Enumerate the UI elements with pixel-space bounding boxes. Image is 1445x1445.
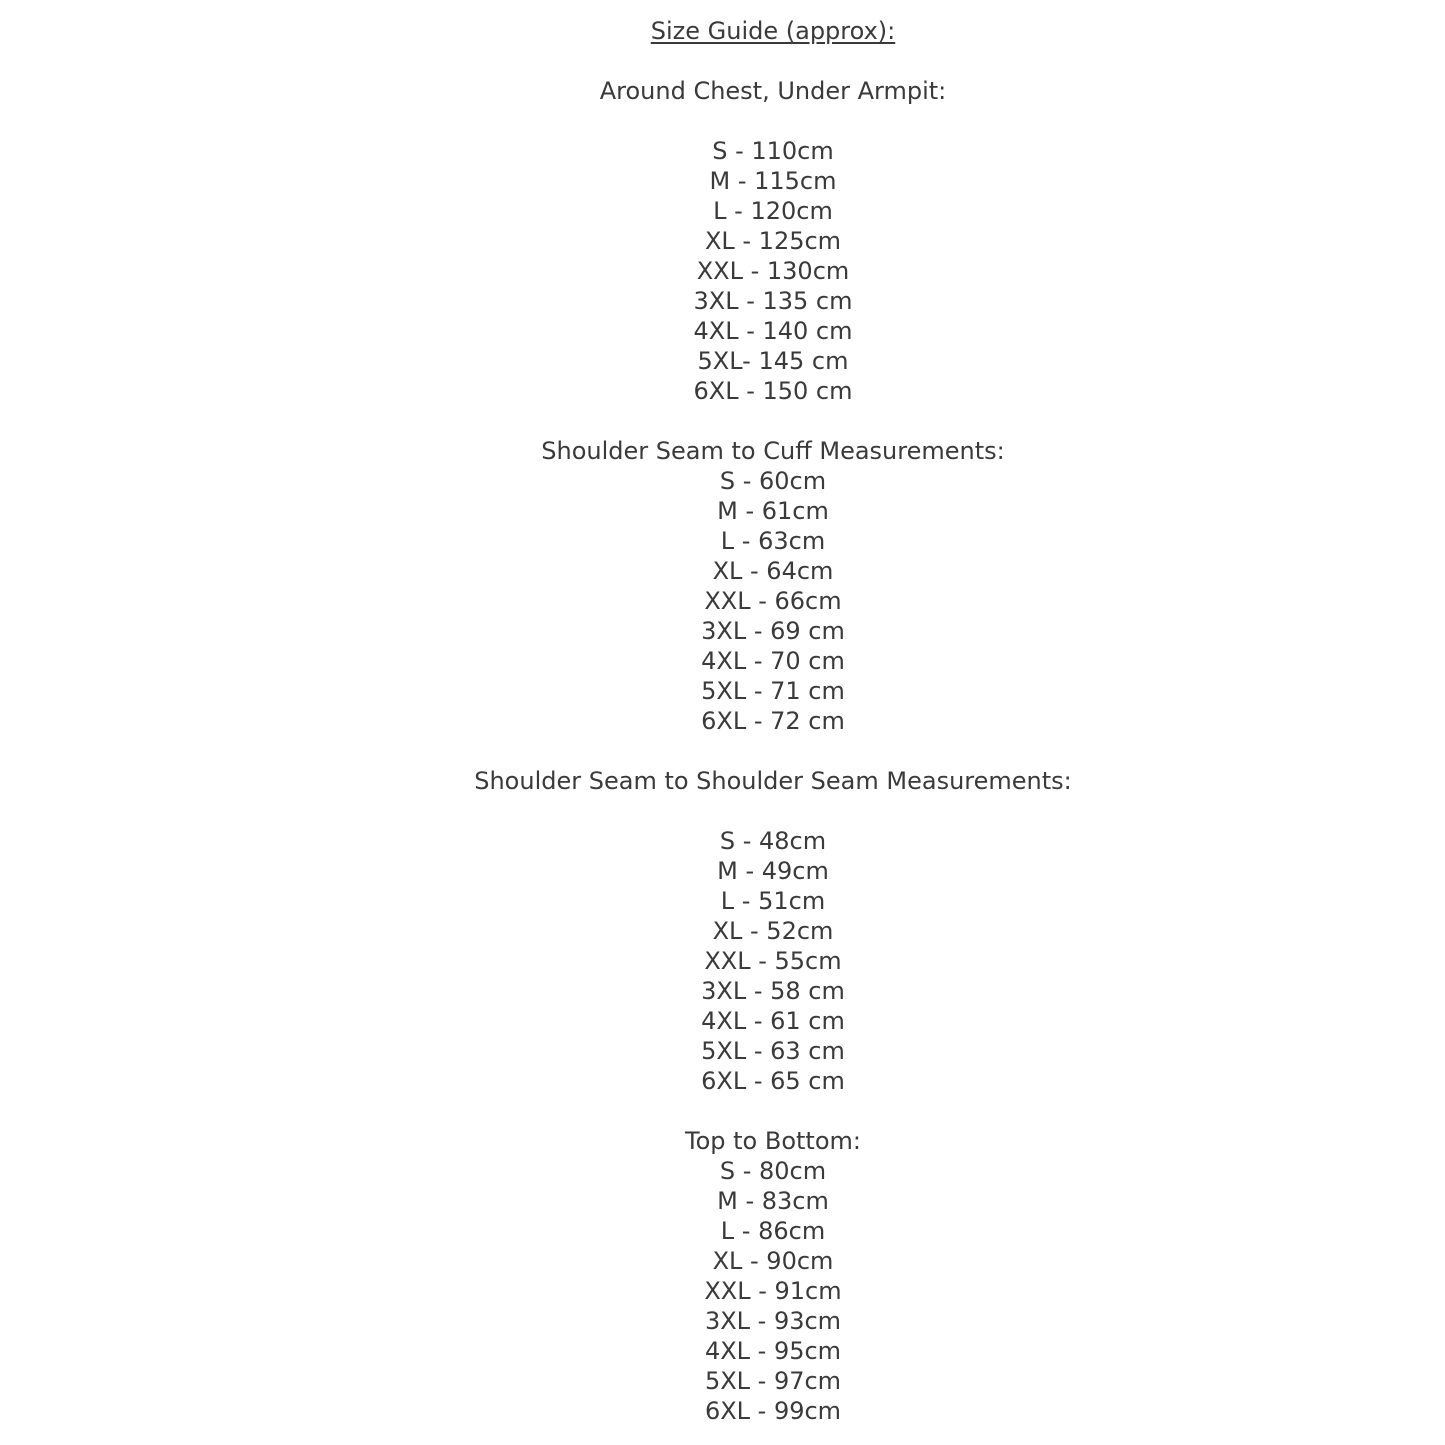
- spacer-line: [101, 736, 1445, 766]
- size-row: 5XL- 145 cm: [697, 347, 849, 375]
- size-row: M - 61cm: [717, 497, 829, 525]
- size-row: M - 49cm: [717, 857, 829, 885]
- size-row: L - 120cm: [713, 197, 833, 225]
- section-heading: Top to Bottom:: [685, 1127, 861, 1155]
- spacer-line: [101, 46, 1445, 76]
- size-row: 6XL - 72 cm: [701, 707, 845, 735]
- size-row: 4XL - 140 cm: [693, 317, 853, 345]
- size-row: XXL - 66cm: [704, 587, 842, 615]
- size-row: XL - 64cm: [712, 557, 834, 585]
- size-guide-sections: [101, 46, 1445, 1426]
- size-guide-document: [101, 0, 1445, 1426]
- size-row: 3XL - 135 cm: [693, 287, 853, 315]
- spacer-line: [101, 406, 1445, 436]
- size-row: M - 115cm: [709, 167, 837, 195]
- size-row: XXL - 91cm: [704, 1277, 842, 1305]
- size-row: 5XL - 97cm: [704, 1367, 842, 1395]
- size-row: XXL - 130cm: [696, 257, 850, 285]
- size-row: 6XL - 65 cm: [701, 1067, 845, 1095]
- size-row: 3XL - 93cm: [704, 1307, 842, 1335]
- spacer-line: [101, 106, 1445, 136]
- size-row: 4XL - 95cm: [704, 1337, 842, 1365]
- size-row: S - 110cm: [712, 137, 834, 165]
- section-heading: Shoulder Seam to Shoulder Seam Measurements:: [474, 767, 1072, 795]
- size-row: 5XL - 63 cm: [701, 1037, 845, 1065]
- page-title-line: [101, 16, 1445, 46]
- size-row: 3XL - 58 cm: [701, 977, 845, 1005]
- size-row: 6XL - 99cm: [704, 1397, 842, 1425]
- size-row: XL - 90cm: [712, 1247, 834, 1275]
- size-row: M - 83cm: [717, 1187, 829, 1215]
- size-row: 5XL - 71 cm: [701, 677, 845, 705]
- size-row: S - 48cm: [719, 827, 827, 855]
- size-row: 4XL - 70 cm: [701, 647, 845, 675]
- size-row: L - 63cm: [720, 527, 826, 555]
- size-row: L - 51cm: [720, 887, 826, 915]
- page-title: Size Guide (approx):: [650, 17, 896, 45]
- section-heading: Around Chest, Under Armpit:: [599, 77, 947, 105]
- spacer-line: [101, 796, 1445, 826]
- size-row: XXL - 55cm: [704, 947, 842, 975]
- size-row: 4XL - 61 cm: [701, 1007, 845, 1035]
- size-row: XL - 52cm: [712, 917, 834, 945]
- spacer-line: [101, 1096, 1445, 1126]
- size-row: 3XL - 69 cm: [701, 617, 845, 645]
- section-heading: Shoulder Seam to Cuff Measurements:: [541, 437, 1005, 465]
- size-row: XL - 125cm: [704, 227, 842, 255]
- size-row: S - 60cm: [719, 467, 827, 495]
- size-row: 6XL - 150 cm: [693, 377, 853, 405]
- size-row: L - 86cm: [720, 1217, 826, 1245]
- size-row: S - 80cm: [719, 1157, 827, 1185]
